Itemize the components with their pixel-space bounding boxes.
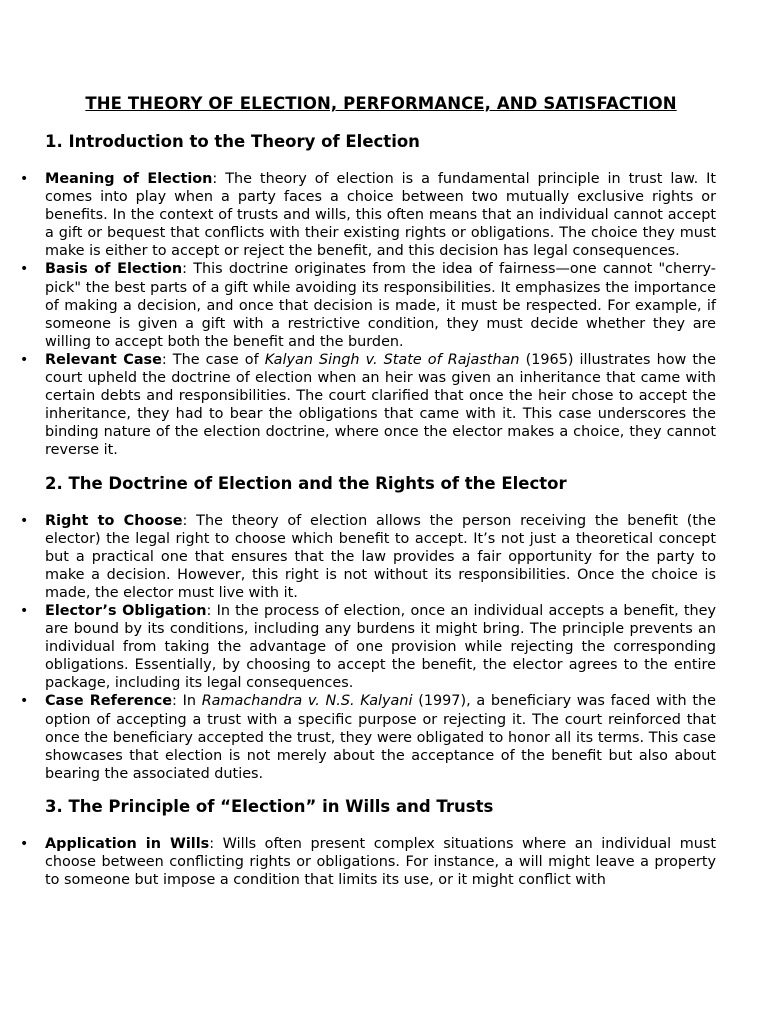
list-item bbox=[20, 351, 716, 460]
item-term: Relevant Case bbox=[45, 351, 162, 368]
item-text: The theory of election is a fundamental principle in trust law. It comes into play when a party faces a choice between two mutually exclusive rights or benefits. In the context of trusts and wills, this often means that an individual cannot accept a gift or bequest that conflicts with their existing rights or obligations. The choice they must make is either to accept or reject the benefit, and this decision has legal consequences. bbox=[45, 171, 716, 260]
item-text-continued: (1965) illustrates how the court upheld the doctrine of election when an heir was given an inheritance that came with certain debts and responsibilities. The court clarified that once the heir chose to accept the inheritance, they had to bear the obligations that came with it. This case underscores the binding nature of the election doctrine, where once the elector makes a choice, they cannot reverse it. bbox=[45, 351, 716, 459]
item-separator: : bbox=[161, 351, 167, 368]
section-heading: 2. The Doctrine of Election and the Rights of the Elector bbox=[45, 473, 567, 493]
list-item bbox=[20, 602, 716, 692]
bullet-list bbox=[20, 512, 716, 783]
list-item bbox=[20, 170, 716, 260]
case-citation: Ramachandra v. N.S. Kalyani bbox=[201, 693, 413, 710]
section-1 bbox=[20, 130, 716, 460]
document-title: THE THEORY OF ELECTION, PERFORMANCE, AND SATISFACTION bbox=[85, 94, 677, 113]
bullet-icon: • bbox=[20, 602, 29, 619]
item-separator: : bbox=[212, 171, 218, 187]
item-text: In bbox=[176, 693, 202, 710]
bullet-icon: • bbox=[20, 351, 29, 368]
list-item bbox=[20, 692, 716, 782]
item-term: Case Reference bbox=[45, 693, 173, 710]
bullet-list bbox=[20, 835, 716, 889]
section-heading: 1. Introduction to the Theory of Election bbox=[45, 132, 420, 151]
item-separator: : bbox=[209, 835, 215, 852]
item-term: Meaning of Election bbox=[45, 171, 213, 187]
item-term: Application in Wills bbox=[45, 835, 210, 852]
section-2 bbox=[20, 472, 716, 783]
item-text: The theory of election allows the person receiving the benefit (the elector) the legal right to choose which benefit to accept. It’s not just a theoretical concept but a practical one that ensures that the law provides a fair opportunity for the party to make a decision. However, this right is not without its responsibilities. Once the choice is made, the elector must live with it. bbox=[45, 512, 716, 601]
bullet-icon: • bbox=[20, 835, 29, 852]
item-term: Right to Choose bbox=[45, 512, 183, 529]
list-item bbox=[20, 835, 716, 889]
item-term: Elector’s Obligation bbox=[45, 602, 207, 619]
item-separator: : bbox=[206, 602, 212, 619]
item-text: In the process of election, once an individual accepts a benefit, they are bound by its conditions, including any burdens it might bring. The principle prevents an individual from taking the advantage of one provision while rejecting the corresponding obligations. Essentially, by choosing to accept the benefit, the elector agrees to the entire package, including its legal consequences. bbox=[45, 602, 716, 692]
item-separator: : bbox=[182, 512, 188, 529]
case-citation: Kalyan Singh v. State of Rajasthan bbox=[264, 351, 520, 368]
bullet-icon: • bbox=[20, 512, 29, 529]
item-separator: : bbox=[172, 693, 177, 710]
list-item bbox=[20, 260, 716, 350]
item-text: The case of bbox=[166, 351, 265, 368]
list-item bbox=[20, 512, 716, 602]
item-text-continued: (1997), a beneficiary was faced with the option of accepting a trust with a specific purpose or rejecting it. The court reinforced that once the beneficiary accepted the trust, they were obligated to honor all its terms. This case showcases that election is not merely about the acceptance of the benefit but also about bearing the associated duties. bbox=[45, 693, 716, 782]
section-heading: 3. The Principle of “Election” in Wills and Trusts bbox=[45, 796, 494, 816]
bullet-icon: • bbox=[20, 693, 29, 710]
bullet-icon: • bbox=[20, 261, 29, 278]
item-separator: : bbox=[182, 261, 188, 278]
item-text: This doctrine originates from the idea of fairness—one cannot "cherry-pick" the best parts of a gift while avoiding its responsibilities. It emphasizes the importance of making a decision, and once that decision is made, it must be respected. For example, if someone is given a gift with a restrictive condition, they must decide whether they are willing to accept both the benefit and the burden. bbox=[45, 261, 716, 350]
document-body bbox=[20, 130, 716, 889]
item-term: Basis of Election bbox=[45, 261, 183, 278]
section-3 bbox=[20, 795, 716, 889]
item-text: Wills often present complex situations where an individual must choose between conflicting rights or obligations. For instance, a will might leave a property to someone but impose a condition that limits its use, or it might conflict with bbox=[45, 835, 716, 889]
bullet-icon: • bbox=[20, 171, 29, 187]
bullet-list bbox=[20, 170, 716, 460]
